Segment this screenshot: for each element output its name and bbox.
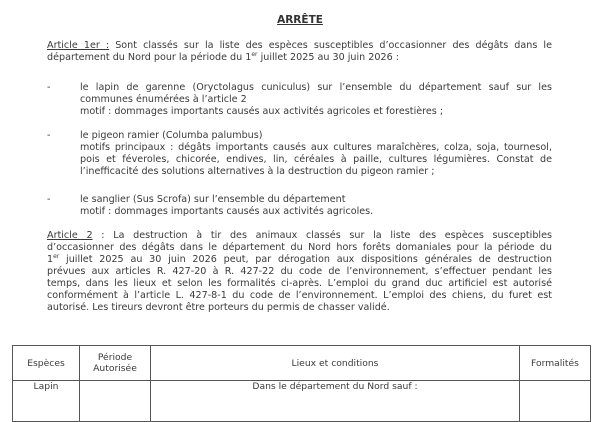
item-pigeon-line3: pois et féveroles, chicorée, endives, lin, céréales à paille, cultures légumières. Constat de <box>80 154 552 165</box>
item-lapin-line3: motif : dommages importants causés aux activités agricoles et forestières ; <box>80 106 444 117</box>
article2-line1-wrap <box>47 230 552 241</box>
header-periode-line2: Autorisée <box>93 363 137 374</box>
article2-line4: prévues aux articles R. 427-20 à R. 427-22 du code de l’environnement, s’effectuer pendant les <box>47 266 552 277</box>
header-periode <box>80 346 151 381</box>
article1-line2-start: département du Nord pour la période du 1 <box>47 52 252 63</box>
article1-label: Article 1er : <box>47 40 110 51</box>
article2-line3-start: 1 <box>47 254 54 265</box>
article2-label: Article 2 <box>47 230 93 241</box>
header-lieux: Lieux et conditions <box>151 346 520 381</box>
item-pigeon-line2: motifs principaux : dégâts importants causés aux cultures maraîchères, colza, soja, tournesol, <box>80 142 552 153</box>
article1-line1: Sont classés sur la liste des espèces susceptibles d’occasionner des dégâts dans le <box>109 40 553 51</box>
article2-line7: autorisé. Les tireurs devront être porteurs du permis de chasser validé. <box>47 302 390 313</box>
item-pigeon-line1: le pigeon ramier (Columba palumbus) <box>80 130 263 141</box>
header-periode-line1: Période <box>97 352 133 363</box>
article2-line2: d’occasionner des dégâts dans le département du Nord hors forêts domaniales pour la période du <box>47 242 552 253</box>
bullet-dash: - <box>47 194 51 205</box>
item-sanglier-line2: motif : dommages importants causés aux activités agricoles. <box>80 206 374 217</box>
article1-line2-sup: er <box>251 50 258 58</box>
item-pigeon-line4: l’inefficacité des solutions alternatives à la destruction du pigeon ramier ; <box>80 166 435 177</box>
species-table <box>12 345 591 422</box>
cell-species: Lapin <box>13 381 80 422</box>
article2-line6: conformément à l’article L. 427-8-1 du code de l’environnement. L’emploi des chiens, du furet est <box>47 290 552 301</box>
bullet-dash: - <box>47 130 51 141</box>
article2-line3-end: juillet 2025 au 30 juin 2026 peut, par dérogation aux dispositions générales de destruction <box>59 254 552 265</box>
cell-conditions: Dans le département du Nord sauf : <box>151 381 520 422</box>
item-sanglier-line1: le sanglier (Sus Scrofa) sur l’ensemble du département <box>80 194 346 205</box>
cell-formalities <box>520 381 591 422</box>
item-lapin-line1: le lapin de garenne (Oryctolagus cuniculus) sur l’ensemble du département sauf sur les <box>80 82 552 93</box>
article1-line2-end: juillet 2025 au 30 juin 2026 : <box>257 52 400 63</box>
article2-line3-wrap <box>47 254 552 265</box>
article2-line5: temps, dans les lieux et selon les formalités ci-après. L’emploi du grand duc artificiel est autorisé <box>47 278 552 289</box>
header-especes: Espèces <box>13 346 80 381</box>
bullet-dash: - <box>47 82 51 93</box>
table-header-row <box>13 346 591 381</box>
article1-paragraph <box>47 40 552 51</box>
header-formalites: Formalités <box>520 346 591 381</box>
article2-line1: : La destruction à tir des animaux classés sur la liste des espèces susceptibles <box>92 230 552 241</box>
table-row <box>13 381 591 422</box>
document-title: ARRÊTE <box>277 14 323 26</box>
cell-period <box>80 381 151 422</box>
article1-line2 <box>47 52 552 63</box>
item-lapin-line2: communes énumérées à l’article 2 <box>80 94 247 105</box>
article2-line3-sup: er <box>53 252 60 260</box>
